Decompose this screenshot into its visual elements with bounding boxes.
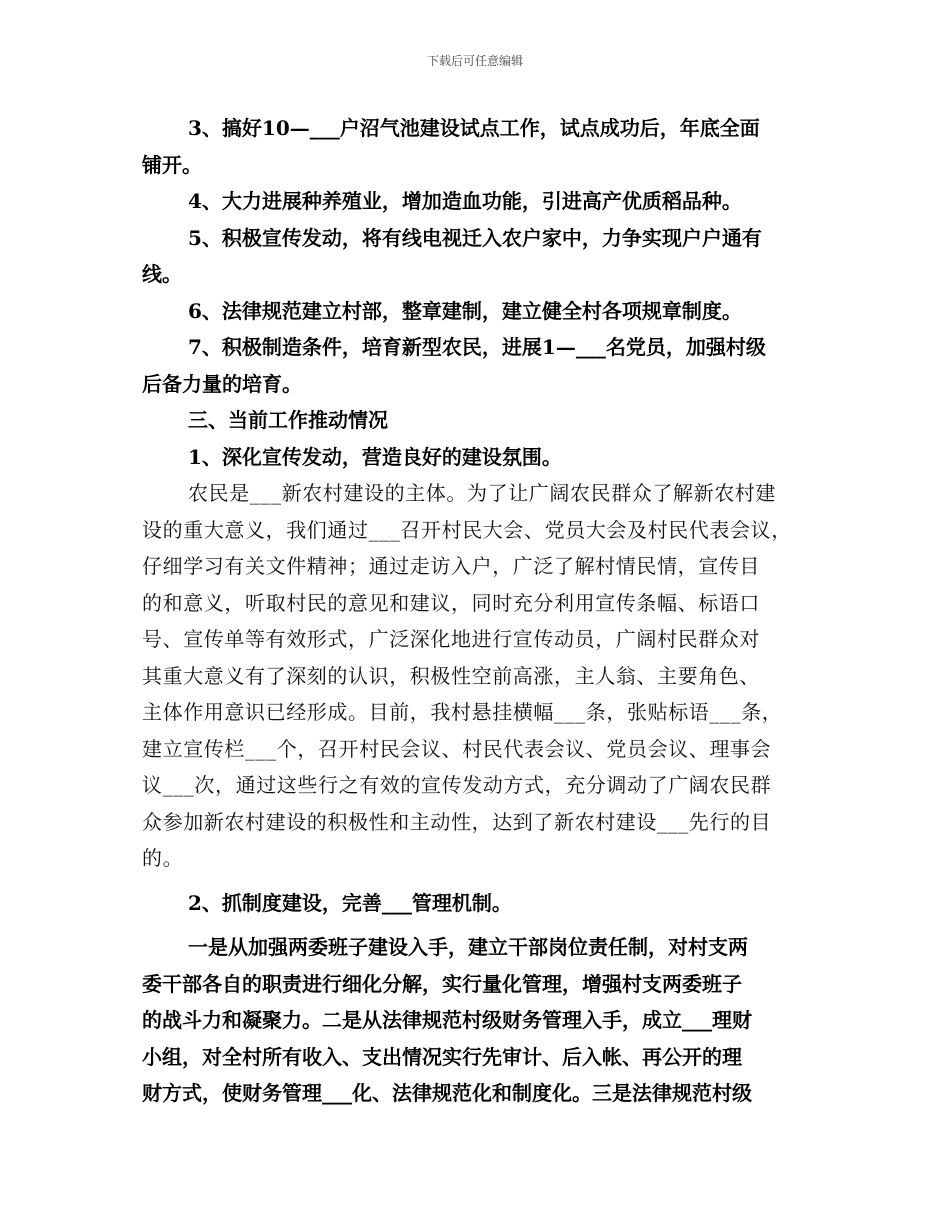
item-3-line-2: 铺开。 — [142, 152, 202, 177]
page-header: 下载后可任意编辑 — [426, 54, 523, 68]
paragraph-1-line: 建立宣传栏___个，召开村民会议、村民代表会议、党员会议、理事会 — [142, 736, 772, 761]
paragraph-1-line: 其重大意义有了深刻的认识，积极性空前高涨，主人翁、主要角色、 — [142, 663, 760, 688]
item-6: 6、法律规范建立村部，整章建制，建立健全村各项规章制度。 — [188, 298, 742, 323]
subsection-1-heading: 1、深化宣传发动，营造良好的建设氛围。 — [188, 444, 562, 469]
paragraph-1-line: 仔细学习有关文件精神；通过走访入户，广泛了解村情民情，宣传目 — [142, 554, 760, 578]
item-7-line-2: 后备力量的培育。 — [142, 371, 302, 396]
paragraph-1-line: 议___次，通过这些行之有效的宣传发动方式，充分调动了广阔农民群 — [142, 773, 772, 797]
item-3-line-1: 3、搞好10—___户沼气池建设试点工作，试点成功后，年底全面 — [188, 116, 760, 140]
paragraph-1-line: 的和意义，听取村民的意见和建议，同时充分利用宣传条幅、标语口 — [142, 590, 760, 615]
paragraph-2-line: 委干部各自的职责进行细化分解，实行量化管理，增强村支两委班子 — [142, 971, 742, 996]
document-body — [142, 110, 814, 1112]
item-4: 4、大力进展种养殖业，增加造血功能，引进高产优质稻品种。 — [188, 189, 742, 213]
paragraph-2-line: 的战斗力和凝聚力。二是从法律规范村级财务管理入手，成立___理财 — [142, 1008, 752, 1032]
paragraph-2-line: 小组，对全村所有收入、支出情况实行先审计、后入帐、再公开的理 — [142, 1044, 742, 1069]
paragraph-1-line: 农民是___新农村建设的主体。为了让广阔农民群众了解新农村建 — [188, 481, 776, 505]
paragraph-1-line: 设的重大意义，我们通过___召开村民大会、党员大会及村民代表会议， — [142, 517, 792, 542]
item-5-line-1: 5、积极宣传发动，将有线电视迁入农户家中，力争实现户户通有 — [188, 225, 762, 250]
item-5-line-2: 线。 — [142, 262, 182, 286]
subsection-2-heading: 2、抓制度建设，完善___管理机制。 — [188, 890, 512, 915]
section-3-heading: 三、当前工作推动情况 — [188, 408, 388, 432]
paragraph-1-line: 主体作用意识已经形成。目前，我村悬挂横幅___条，张贴标语___条， — [142, 700, 783, 724]
paragraph-1-line: 众参加新农村建设的积极性和主动性，达到了新农村建设___先行的目 — [142, 809, 772, 834]
paragraph-1-line: 的。 — [142, 846, 184, 870]
paragraph-1-line: 号、宣传单等有效形式，广泛深化地进行宣传动员，广阔村民群众对 — [142, 627, 760, 651]
paragraph-2-line: 财方式，使财务管理___化、法律规范化和制度化。三是法律规范村级 — [142, 1081, 752, 1105]
item-7-line-1: 7、积极制造条件，培育新型农民，进展1—___名党员，加强村级 — [188, 335, 766, 359]
paragraph-2-line: 一是从加强两委班子建设入手，建立干部岗位责任制，对村支两 — [188, 935, 748, 959]
